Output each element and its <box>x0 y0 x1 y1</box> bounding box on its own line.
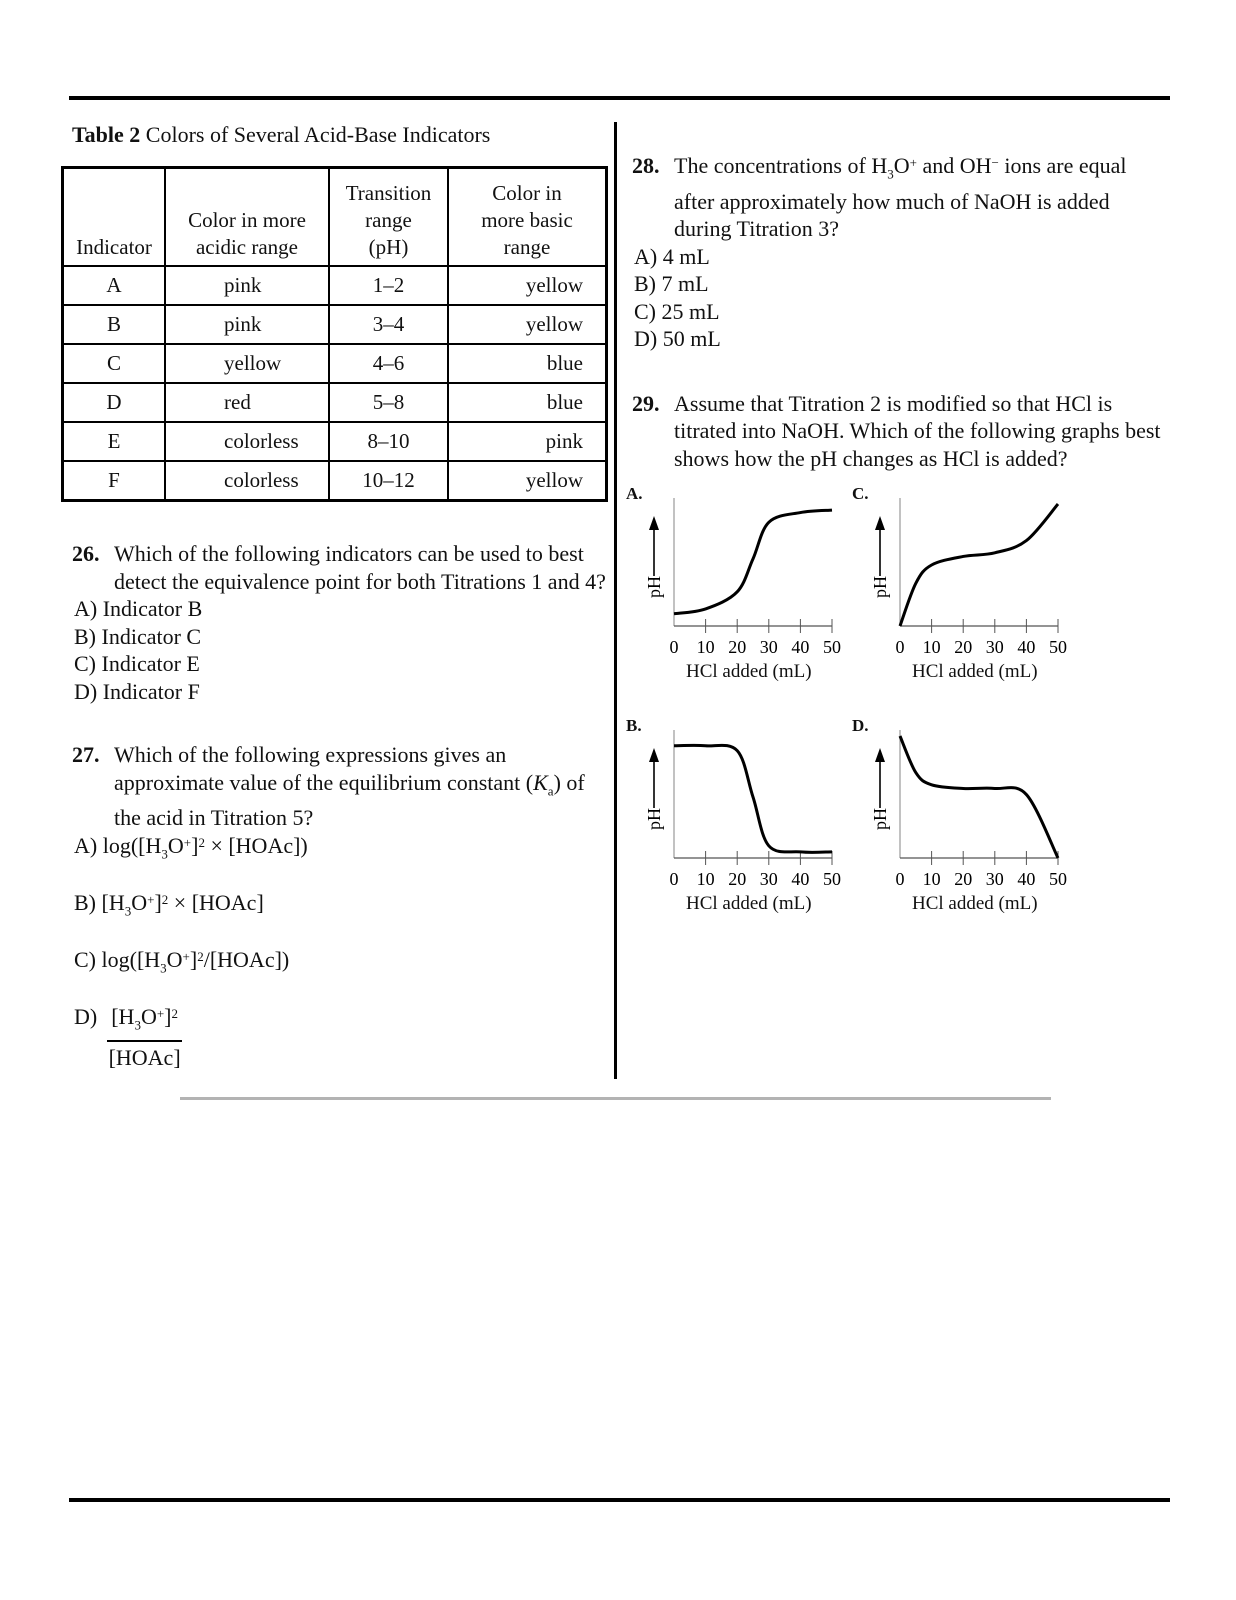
left-column <box>72 122 607 1093</box>
graph-label: B. <box>626 716 642 736</box>
ph-curve <box>674 510 832 614</box>
answer-graphs <box>622 486 1182 946</box>
question-26 <box>72 540 607 705</box>
cell-indicator: E <box>63 422 166 461</box>
table-row <box>63 305 607 344</box>
question-number: 29. <box>632 390 660 416</box>
cell-acidic: yellow <box>165 344 329 383</box>
arrow-head-icon <box>649 748 659 762</box>
header-transition: Transition range (pH) <box>329 168 448 267</box>
choice-b[interactable]: B) $[H_3O^+]^2$ × [HOAc] <box>74 889 264 919</box>
question-stem: Assume that Titration 2 is modified so that HCl is titrated into NaOH. Which of the following graphs best shows how the pH changes as HCl is added? <box>674 390 1161 471</box>
x-tick-label: 50 <box>1049 869 1067 890</box>
graph-label: D. <box>852 716 869 736</box>
table-title <box>72 122 607 148</box>
ph-graph-c[interactable] <box>848 486 1068 686</box>
question-stem: Which of the following expressions gives an approximate value of the equilibrium constant $(K_a)$ of the acid in Titration 5? <box>114 742 585 831</box>
y-axis-label: pH <box>870 576 890 599</box>
table-row <box>63 266 607 305</box>
x-tick-label: 0 <box>669 637 679 658</box>
ph-graph-a[interactable] <box>622 486 842 686</box>
x-tick-label: 40 <box>1017 869 1036 890</box>
question-stem: The concentrations of $H_3O^+$ and OH− ions are equal after approximately how much of NaOH is added during Titration 3? <box>674 153 1127 242</box>
cell-basic: yellow <box>448 461 607 501</box>
x-tick-label: 10 <box>696 637 715 658</box>
x-tick-label: 30 <box>759 869 778 890</box>
choice-c[interactable]: C) 25 mL <box>634 298 720 324</box>
cell-range: 5–8 <box>329 383 448 422</box>
bottom-rule <box>69 1498 1170 1502</box>
cell-range: 4–6 <box>329 344 448 383</box>
choice-c[interactable]: C) Indicator E <box>74 651 200 676</box>
x-axis-label: HCl added (mL) <box>686 661 812 683</box>
header-acidic: Color in more acidic range <box>165 168 329 267</box>
cell-basic: yellow <box>448 266 607 305</box>
x-tick-label: 30 <box>759 637 778 658</box>
top-rule <box>69 96 1170 100</box>
ph-graph-d[interactable] <box>848 718 1068 918</box>
x-tick-label: 40 <box>791 637 810 658</box>
cell-basic: blue <box>448 383 607 422</box>
right-column <box>626 152 1167 946</box>
table-row <box>63 422 607 461</box>
choice-d[interactable]: D) Indicator F <box>74 678 200 704</box>
question-28 <box>632 152 1167 353</box>
graph-svg <box>622 486 842 686</box>
gray-rule <box>180 1097 1051 1100</box>
table-row <box>63 461 607 501</box>
x-axis-label: HCl added (mL) <box>686 893 812 915</box>
choice-d[interactable]: D) 50 mL <box>634 326 721 352</box>
graph-svg <box>848 718 1068 918</box>
cell-range: 10–12 <box>329 461 448 501</box>
question-number: 28. <box>632 153 660 178</box>
cell-basic: pink <box>448 422 607 461</box>
choice-d[interactable]: D) $\frac{[H_3O^+]^2}{\text{[HOAc]}}$ <box>74 1003 181 1071</box>
graph-label: A. <box>626 484 643 504</box>
cell-acidic: colorless <box>165 422 329 461</box>
x-tick-label: 0 <box>669 869 679 890</box>
x-tick-label: 0 <box>895 869 905 890</box>
x-tick-label: 30 <box>985 637 1004 658</box>
cell-acidic: pink <box>165 305 329 344</box>
header-basic: Color in more basic range <box>448 168 607 267</box>
x-tick-label: 10 <box>696 869 715 890</box>
cell-range: 1–2 <box>329 266 448 305</box>
x-axis-label: HCl added (mL) <box>912 893 1038 915</box>
ph-curve <box>900 736 1058 858</box>
choice-c[interactable]: C) $\log([H_3O^+]^2/[HOAc])$ <box>74 946 290 976</box>
arrow-head-icon <box>875 748 885 762</box>
ph-curve <box>674 746 832 853</box>
table-header-row <box>63 168 607 267</box>
x-tick-label: 50 <box>823 637 841 658</box>
table-row <box>63 344 607 383</box>
cell-indicator: D <box>63 383 166 422</box>
x-tick-label: 20 <box>954 637 973 658</box>
cell-basic: blue <box>448 344 607 383</box>
choice-a[interactable]: A) $\log([H_3O^+]^2$ × [HOAc]) <box>74 832 308 862</box>
x-tick-label: 50 <box>1049 637 1067 658</box>
question-number: 27. <box>72 742 100 767</box>
cell-acidic: pink <box>165 266 329 305</box>
graph-svg <box>848 486 1068 686</box>
x-tick-label: 20 <box>728 637 747 658</box>
choice-a[interactable]: A) Indicator B <box>74 596 203 621</box>
cell-range: 8–10 <box>329 422 448 461</box>
x-tick-label: 20 <box>728 869 747 890</box>
fraction: $\frac{[H_3O^+]^2}{\text{[HOAc]}}$ <box>108 1003 181 1071</box>
arrow-head-icon <box>875 516 885 530</box>
column-divider <box>614 122 617 1079</box>
table-row <box>63 383 607 422</box>
y-axis-label: pH <box>644 808 664 831</box>
question-27 <box>72 741 607 1072</box>
y-axis-label: pH <box>644 576 664 599</box>
x-tick-label: 20 <box>954 869 973 890</box>
x-axis-label: HCl added (mL) <box>912 661 1038 683</box>
cell-indicator: F <box>63 461 166 501</box>
cell-acidic: colorless <box>165 461 329 501</box>
table-title-label: Table 2 <box>72 122 141 147</box>
x-tick-label: 50 <box>823 869 841 890</box>
ph-graph-b[interactable] <box>622 718 842 918</box>
choice-b[interactable]: B) Indicator C <box>74 623 202 649</box>
choice-a[interactable]: A) 4 mL <box>634 243 710 269</box>
question-stem: Which of the following indicators can be used to best detect the equivalence point for both Titrations 1 and 4? <box>114 541 606 594</box>
x-tick-label: 0 <box>895 637 905 658</box>
arrow-head-icon <box>649 516 659 530</box>
graph-svg <box>622 718 842 918</box>
x-tick-label: 40 <box>1017 637 1036 658</box>
cell-indicator: C <box>63 344 166 383</box>
y-axis-label: pH <box>870 808 890 831</box>
x-tick-label: 30 <box>985 869 1004 890</box>
x-tick-label: 40 <box>791 869 810 890</box>
cell-acidic: red <box>165 383 329 422</box>
cell-indicator: B <box>63 305 166 344</box>
x-tick-label: 10 <box>922 637 941 658</box>
question-29 <box>632 390 1167 473</box>
ph-curve <box>900 504 1058 626</box>
question-number: 26. <box>72 541 100 566</box>
x-tick-label: 10 <box>922 869 941 890</box>
table-title-text: Colors of Several Acid-Base Indicators <box>145 122 491 147</box>
cell-basic: yellow <box>448 305 607 344</box>
graph-label: C. <box>852 484 869 504</box>
cell-range: 3–4 <box>329 305 448 344</box>
indicator-table <box>61 166 608 502</box>
cell-indicator: A <box>63 266 166 305</box>
header-indicator: Indicator <box>63 168 166 267</box>
choice-b[interactable]: B) 7 mL <box>634 271 709 297</box>
